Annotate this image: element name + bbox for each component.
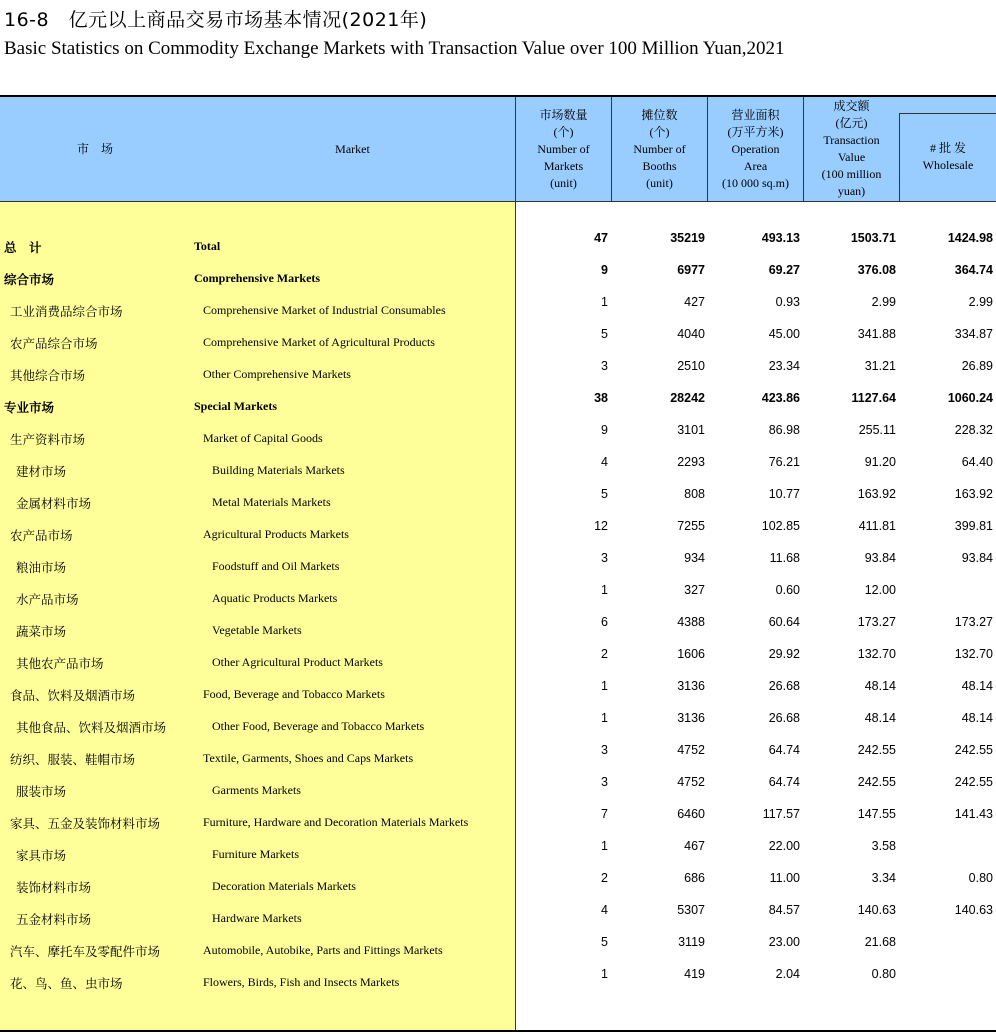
table-row bbox=[0, 930, 996, 962]
cell-booths: 3119 bbox=[678, 935, 705, 949]
cell-transaction-value: 411.81 bbox=[858, 519, 896, 533]
table-row bbox=[0, 322, 996, 354]
cell-transaction-value: 3.58 bbox=[871, 839, 896, 853]
table-row bbox=[0, 866, 996, 898]
cell-markets: 1 bbox=[601, 295, 608, 309]
cell-booths: 4388 bbox=[677, 615, 705, 629]
cell-transaction-value: 163.92 bbox=[857, 487, 896, 501]
cell-wholesale: 242.55 bbox=[954, 743, 993, 757]
table-row bbox=[0, 674, 996, 706]
cell-transaction-value: 48.14 bbox=[864, 679, 896, 693]
cell-wholesale: 364.74 bbox=[954, 263, 993, 277]
header-col-markets: 市场数量 (个) Number of Markets (unit) bbox=[537, 107, 590, 190]
cell-wholesale: 228.32 bbox=[954, 423, 993, 437]
cell-area: 2.04 bbox=[775, 967, 800, 981]
table-row bbox=[0, 482, 996, 514]
cell-transaction-value: 242.55 bbox=[857, 743, 896, 757]
cell-transaction-value: 173.27 bbox=[857, 615, 896, 629]
cell-wholesale: 242.55 bbox=[954, 775, 993, 789]
row-label-en: Total bbox=[194, 239, 221, 253]
cell-transaction-value: 147.55 bbox=[857, 807, 896, 821]
cell-booths: 3136 bbox=[677, 711, 705, 725]
cell-area: 0.60 bbox=[775, 583, 800, 597]
header-col-area: 营业面积 (万平方米) Operation Area (10 000 sq.m) bbox=[722, 107, 789, 190]
value-subheader-rule bbox=[900, 113, 996, 114]
cell-booths: 35219 bbox=[670, 231, 705, 245]
cell-transaction-value: 0.80 bbox=[871, 967, 896, 981]
cell-area: 22.00 bbox=[768, 839, 800, 853]
cell-transaction-value: 3.34 bbox=[871, 871, 896, 885]
cell-area: 86.98 bbox=[768, 423, 800, 437]
cell-transaction-value: 242.55 bbox=[857, 775, 896, 789]
cell-area: 64.74 bbox=[768, 743, 800, 757]
cell-area: 64.74 bbox=[768, 775, 800, 789]
cell-wholesale: 399.81 bbox=[954, 519, 993, 533]
cell-markets: 2 bbox=[601, 647, 608, 661]
cell-booths: 6977 bbox=[677, 263, 705, 277]
header-col-value: 成交额 (亿元) Transaction Value (100 million yuan) bbox=[821, 99, 882, 198]
row-label-en: Aquatic Products Markets bbox=[212, 591, 338, 605]
cell-area: 84.57 bbox=[768, 903, 800, 917]
cell-area: 23.00 bbox=[768, 935, 800, 949]
cell-booths: 934 bbox=[684, 551, 705, 565]
table-row bbox=[0, 802, 996, 834]
row-label-en: Textile, Garments, Shoes and Caps Markets bbox=[203, 751, 414, 765]
table-row bbox=[0, 290, 996, 322]
cell-markets: 3 bbox=[601, 551, 608, 565]
row-label-cn: 水产品市场 bbox=[16, 592, 79, 607]
cell-transaction-value: 341.88 bbox=[857, 327, 896, 341]
table-header bbox=[0, 97, 996, 201]
cell-wholesale: 0.80 bbox=[968, 871, 993, 885]
cell-booths: 2293 bbox=[677, 455, 705, 469]
cell-booths: 6460 bbox=[677, 807, 705, 821]
row-label-cn: 装饰材料市场 bbox=[16, 880, 92, 895]
table-row bbox=[0, 578, 996, 610]
cell-booths: 327 bbox=[684, 583, 705, 597]
cell-markets: 47 bbox=[594, 231, 608, 245]
row-label-cn: 花、鸟、鱼、虫市场 bbox=[10, 976, 123, 991]
cell-markets: 7 bbox=[601, 807, 608, 821]
row-label-en: Food, Beverage and Tobacco Markets bbox=[203, 687, 385, 701]
row-label-en: Comprehensive Market of Agricultural Products bbox=[203, 335, 435, 349]
row-label-cn: 家具市场 bbox=[16, 848, 67, 863]
cell-area: 26.68 bbox=[768, 711, 800, 725]
cell-booths: 808 bbox=[684, 487, 705, 501]
cell-area: 11.68 bbox=[769, 551, 800, 565]
cell-markets: 38 bbox=[594, 391, 608, 405]
row-label-cn: 综合市场 bbox=[4, 272, 55, 287]
row-label-en: Other Agricultural Product Markets bbox=[212, 655, 383, 669]
table-title-cn: 16-8 亿元以上商品交易市场基本情况(2021年) bbox=[4, 9, 428, 31]
table-row bbox=[0, 738, 996, 770]
cell-booths: 427 bbox=[684, 295, 705, 309]
cell-transaction-value: 12.00 bbox=[864, 583, 896, 597]
cell-area: 45.00 bbox=[768, 327, 800, 341]
divider bbox=[803, 97, 804, 201]
row-label-cn: 总 计 bbox=[4, 240, 42, 255]
cell-wholesale: 173.27 bbox=[954, 615, 993, 629]
table-row bbox=[0, 418, 996, 450]
table-row bbox=[0, 450, 996, 482]
header-market-cn: 市 场 bbox=[76, 141, 113, 156]
cell-transaction-value: 2.99 bbox=[871, 295, 896, 309]
row-label-cn: 蔬菜市场 bbox=[16, 624, 67, 639]
cell-booths: 4752 bbox=[677, 743, 705, 757]
cell-transaction-value: 376.08 bbox=[857, 263, 896, 277]
table-row bbox=[0, 354, 996, 386]
cell-booths: 3136 bbox=[677, 679, 705, 693]
cell-area: 23.34 bbox=[768, 359, 800, 373]
cell-markets: 6 bbox=[601, 615, 608, 629]
table-row bbox=[0, 610, 996, 642]
cell-booths: 467 bbox=[684, 839, 705, 853]
row-label-en: Special Markets bbox=[194, 399, 277, 413]
cell-area: 69.27 bbox=[768, 263, 800, 277]
cell-area: 60.64 bbox=[768, 615, 800, 629]
cell-markets: 3 bbox=[601, 775, 608, 789]
cell-wholesale: 163.92 bbox=[954, 487, 993, 501]
row-label-en: Market of Capital Goods bbox=[203, 431, 323, 445]
row-label-cn: 农产品市场 bbox=[10, 528, 73, 543]
cell-transaction-value: 1503.71 bbox=[850, 231, 896, 245]
header-col-booths: 摊位数 (个) Number of Booths (unit) bbox=[633, 107, 686, 190]
divider bbox=[899, 113, 900, 201]
table-row bbox=[0, 258, 996, 290]
bottom-rule bbox=[0, 1030, 996, 1032]
cell-markets: 1 bbox=[601, 711, 608, 725]
cell-transaction-value: 140.63 bbox=[857, 903, 896, 917]
cell-markets: 3 bbox=[601, 359, 608, 373]
row-label-cn: 食品、饮料及烟酒市场 bbox=[10, 688, 136, 703]
cell-booths: 3101 bbox=[677, 423, 705, 437]
cell-markets: 3 bbox=[601, 743, 608, 757]
row-label-en: Furniture, Hardware and Decoration Materials Markets bbox=[203, 815, 469, 829]
cell-transaction-value: 1127.64 bbox=[851, 391, 896, 405]
cell-wholesale: 26.89 bbox=[961, 359, 993, 373]
row-label-cn: 生产资料市场 bbox=[10, 432, 86, 447]
cell-wholesale: 1424.98 bbox=[947, 231, 993, 245]
cell-area: 26.68 bbox=[768, 679, 800, 693]
cell-area: 102.85 bbox=[761, 519, 800, 533]
cell-wholesale: 1060.24 bbox=[947, 391, 993, 405]
row-label-cn: 家具、五金及装饰材料市场 bbox=[10, 816, 161, 831]
cell-markets: 2 bbox=[601, 871, 608, 885]
row-label-en: Other Food, Beverage and Tobacco Markets bbox=[212, 719, 425, 733]
row-label-cn: 粮油市场 bbox=[16, 560, 67, 575]
cell-transaction-value: 31.21 bbox=[864, 359, 896, 373]
cell-markets: 1 bbox=[601, 839, 608, 853]
cell-booths: 7255 bbox=[677, 519, 705, 533]
cell-markets: 1 bbox=[601, 583, 608, 597]
cell-transaction-value: 132.70 bbox=[857, 647, 896, 661]
table-row bbox=[0, 546, 996, 578]
cell-markets: 1 bbox=[601, 679, 608, 693]
header-col-wholesale: # 批 发 Wholesale bbox=[922, 141, 974, 172]
row-label-en: Flowers, Birds, Fish and Insects Markets bbox=[203, 975, 400, 989]
cell-booths: 28242 bbox=[670, 391, 705, 405]
row-label-cn: 建材市场 bbox=[16, 464, 67, 479]
row-label-cn: 纺织、服装、鞋帽市场 bbox=[10, 752, 136, 767]
cell-markets: 12 bbox=[594, 519, 608, 533]
row-label-en: Automobile, Autobike, Parts and Fittings Markets bbox=[203, 943, 443, 957]
divider bbox=[707, 97, 708, 201]
cell-markets: 5 bbox=[601, 327, 608, 341]
row-label-cn: 其他综合市场 bbox=[10, 368, 86, 383]
row-label-en: Comprehensive Markets bbox=[194, 271, 321, 285]
cell-markets: 4 bbox=[601, 903, 608, 917]
table-row bbox=[0, 226, 996, 258]
row-label-en: Building Materials Markets bbox=[212, 463, 345, 477]
cell-booths: 5307 bbox=[677, 903, 705, 917]
table-row bbox=[0, 514, 996, 546]
row-label-cn: 其他农产品市场 bbox=[16, 656, 104, 671]
cell-wholesale: 48.14 bbox=[961, 679, 993, 693]
row-label-en: Foodstuff and Oil Markets bbox=[212, 559, 340, 573]
row-label-cn: 金属材料市场 bbox=[16, 496, 92, 511]
cell-transaction-value: 91.20 bbox=[864, 455, 896, 469]
cell-booths: 1606 bbox=[677, 647, 705, 661]
row-label-en: Comprehensive Market of Industrial Consumables bbox=[203, 303, 446, 317]
table-row bbox=[0, 770, 996, 802]
header-market-en: Market bbox=[335, 141, 370, 156]
cell-booths: 686 bbox=[684, 871, 705, 885]
table-row bbox=[0, 642, 996, 674]
cell-wholesale: 93.84 bbox=[961, 551, 993, 565]
cell-transaction-value: 21.68 bbox=[864, 935, 896, 949]
row-label-cn: 五金材料市场 bbox=[16, 912, 92, 927]
row-label-cn: 其他食品、饮料及烟酒市场 bbox=[16, 720, 167, 735]
row-label-cn: 工业消费品综合市场 bbox=[10, 304, 123, 319]
cell-wholesale: 2.99 bbox=[968, 295, 993, 309]
cell-wholesale: 64.40 bbox=[961, 455, 993, 469]
table-row bbox=[0, 386, 996, 418]
cell-area: 11.00 bbox=[769, 871, 800, 885]
row-label-en: Garments Markets bbox=[212, 783, 301, 797]
table-row bbox=[0, 962, 996, 994]
cell-wholesale: 140.63 bbox=[954, 903, 993, 917]
cell-booths: 2510 bbox=[677, 359, 705, 373]
cell-wholesale: 132.70 bbox=[954, 647, 993, 661]
cell-area: 76.21 bbox=[768, 455, 800, 469]
row-label-cn: 农产品综合市场 bbox=[10, 336, 98, 351]
cell-area: 0.93 bbox=[775, 295, 800, 309]
row-label-en: Furniture Markets bbox=[212, 847, 299, 861]
row-label-en: Agricultural Products Markets bbox=[203, 527, 349, 541]
cell-area: 117.57 bbox=[762, 807, 800, 821]
divider bbox=[611, 97, 612, 201]
row-label-en: Hardware Markets bbox=[212, 911, 302, 925]
cell-wholesale: 48.14 bbox=[961, 711, 993, 725]
table-row bbox=[0, 898, 996, 930]
row-label-en: Vegetable Markets bbox=[212, 623, 302, 637]
cell-markets: 9 bbox=[601, 263, 608, 277]
table-title-en: Basic Statistics on Commodity Exchange Markets with Transaction Value over 100 Million Yuan,2021 bbox=[4, 38, 785, 59]
cell-wholesale: 334.87 bbox=[954, 327, 993, 341]
cell-wholesale: 141.43 bbox=[954, 807, 993, 821]
cell-area: 423.86 bbox=[761, 391, 800, 405]
cell-area: 29.92 bbox=[768, 647, 800, 661]
row-label-en: Decoration Materials Markets bbox=[212, 879, 356, 893]
cell-booths: 419 bbox=[684, 967, 705, 981]
cell-markets: 1 bbox=[601, 967, 608, 981]
cell-markets: 5 bbox=[601, 935, 608, 949]
row-label-en: Other Comprehensive Markets bbox=[203, 367, 351, 381]
cell-booths: 4040 bbox=[677, 327, 705, 341]
row-label-cn: 服装市场 bbox=[16, 784, 67, 799]
cell-markets: 9 bbox=[601, 423, 608, 437]
row-label-cn: 汽车、摩托车及零配件市场 bbox=[10, 944, 161, 959]
cell-transaction-value: 93.84 bbox=[864, 551, 896, 565]
cell-transaction-value: 48.14 bbox=[864, 711, 896, 725]
cell-area: 493.13 bbox=[761, 231, 800, 245]
cell-markets: 4 bbox=[601, 455, 608, 469]
row-label-cn: 专业市场 bbox=[4, 400, 55, 415]
row-label-en: Metal Materials Markets bbox=[212, 495, 331, 509]
cell-booths: 4752 bbox=[677, 775, 705, 789]
table-row bbox=[0, 706, 996, 738]
table-row bbox=[0, 834, 996, 866]
cell-area: 10.77 bbox=[768, 487, 800, 501]
cell-transaction-value: 255.11 bbox=[858, 423, 896, 437]
cell-markets: 5 bbox=[601, 487, 608, 501]
